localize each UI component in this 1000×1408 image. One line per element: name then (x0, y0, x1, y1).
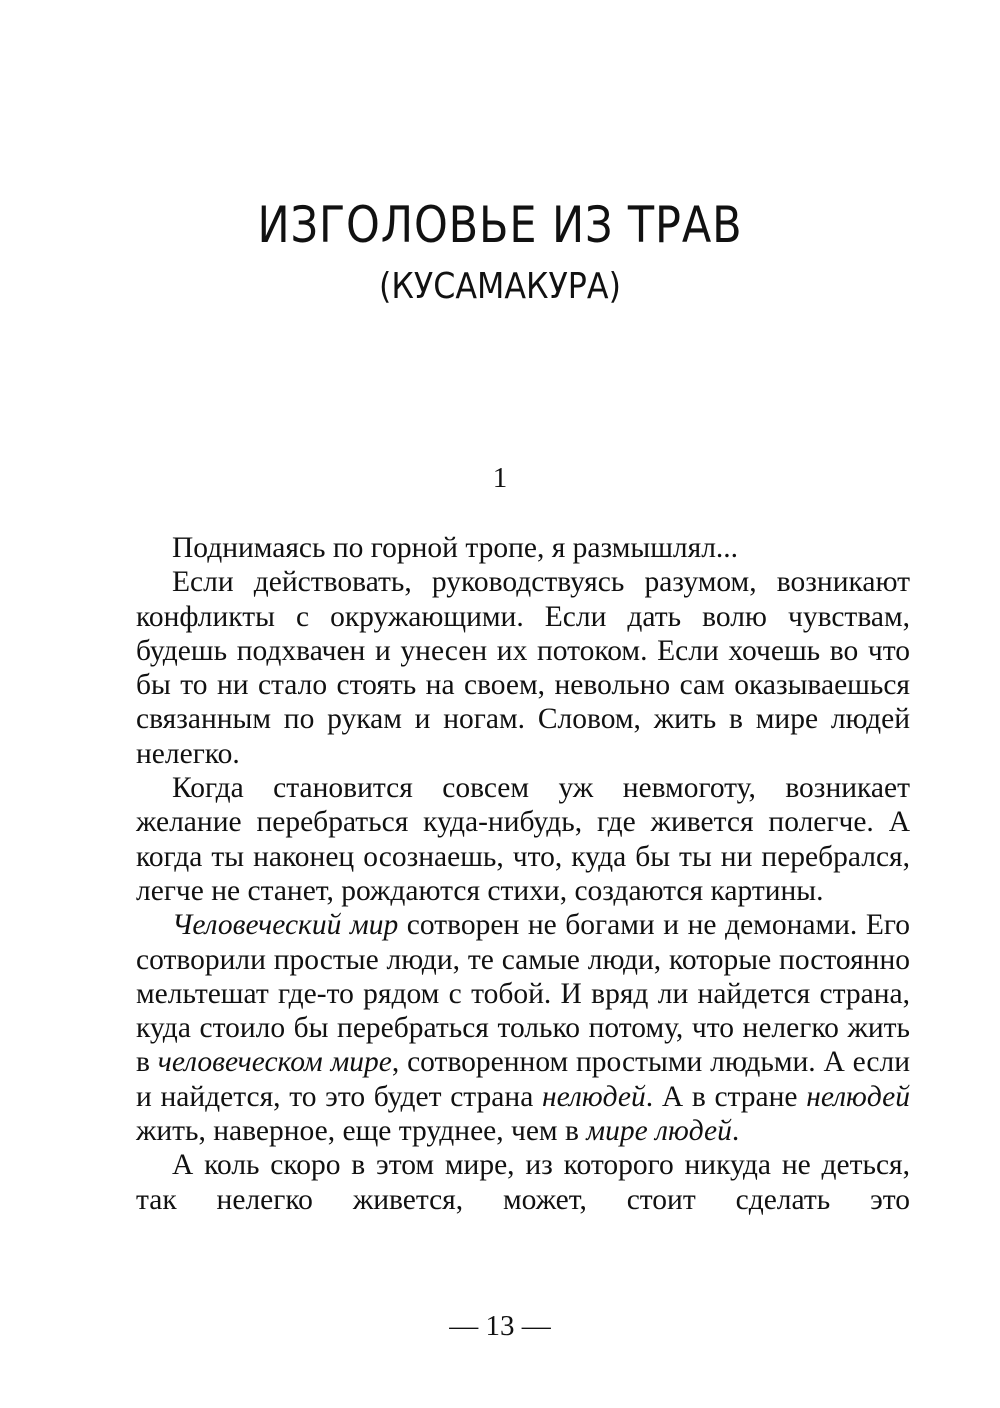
text-run: . А в стране (645, 1080, 807, 1113)
italic-phrase: нелюдей (806, 1080, 910, 1113)
chapter-title: ИЗГОЛОВЬЕ ИЗ ТРАВ (257, 196, 743, 254)
body-text (136, 531, 910, 1217)
italic-phrase: человеческом мире (157, 1046, 392, 1079)
text-run: . (731, 1115, 740, 1148)
paragraph-5: А коль скоро в этом мире, из которого никуда не деться, так нелегко живется, может, стоит сделать это (136, 1149, 910, 1216)
text-run: жить, наверное, еще труднее, чем в (136, 1115, 587, 1148)
paragraph-1: Поднимаясь по горной тропе, я размышлял... (172, 532, 739, 564)
italic-phrase: нелюдей (541, 1080, 646, 1113)
page-number: — 13 — (449, 1310, 551, 1342)
text-run: , сотворенном простыми людьми. А если и найдется, то это будет страна (136, 1046, 911, 1113)
chapter-subtitle: (КУСАМАКУРА) (379, 266, 621, 307)
paragraph-3: Когда становится совсем уж невмоготу, возникает желание перебраться куда-нибудь, где живется полегче. А когда ты наконец осознаешь, что, куда бы ты ни перебрался, легче не станет, рождаются стихи, создаются картины. (136, 772, 910, 907)
paragraph-2: Если действовать, руководствуясь разумом, возникают конфликты с окружающими. Если дать волю чувствам, будешь подхвачен и унесен их потоком. Если хочешь во что бы то ни стало стоять на своем, невольно сам оказываешься связанным по рукам и ногам. Словом, жить в мире людей нелегко. (136, 566, 910, 770)
italic-phrase: Человеческий мир (172, 909, 399, 942)
paragraph-4 (136, 908, 910, 1148)
section-number: 1 (492, 462, 508, 494)
italic-phrase: мире людей (586, 1115, 732, 1148)
text-run: сотворен не богами и не демонами. Его сотворили простые люди, те самые люди, которые постоянно мельтешат где-то рядом с тобой. И вряд ли найдется страна, куда стоило бы перебраться только потому, что нелегко жить в (136, 909, 910, 1079)
